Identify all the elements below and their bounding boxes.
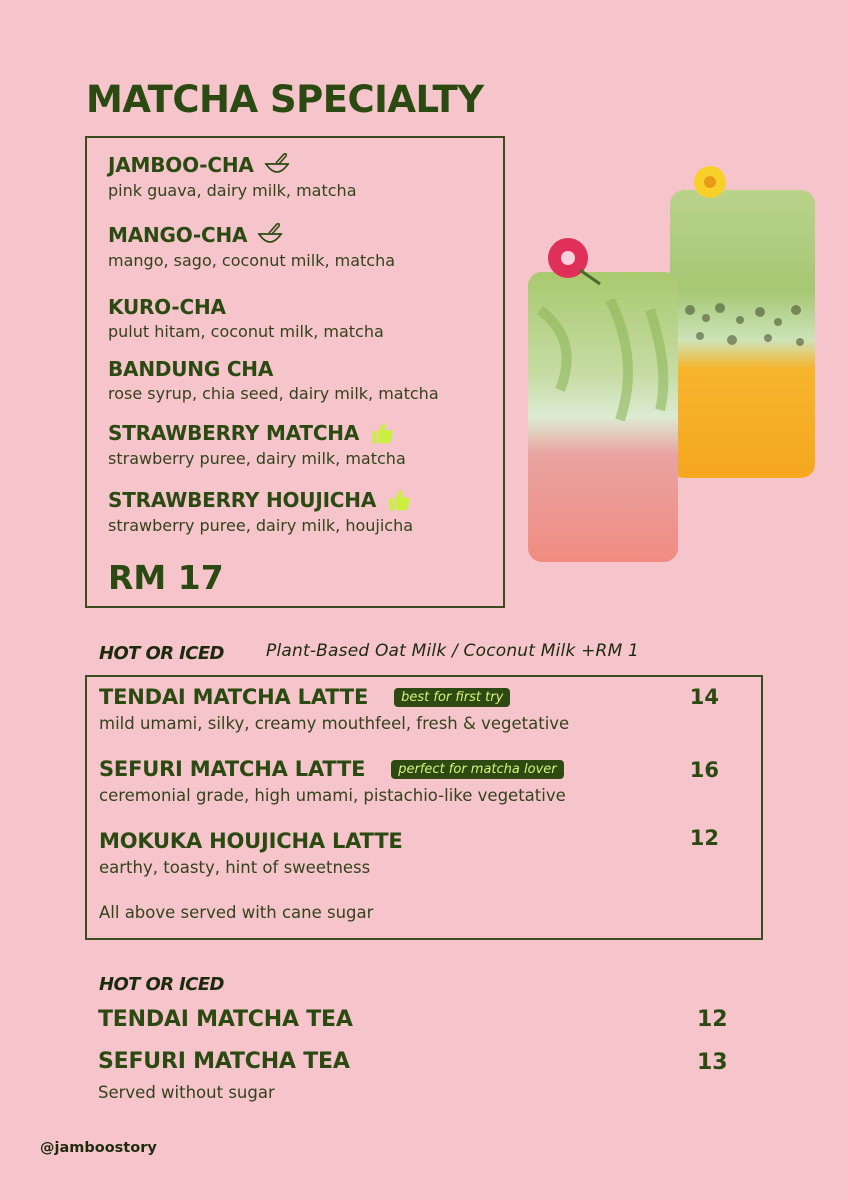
item-name: SEFURI MATCHA LATTE: [99, 757, 366, 781]
item-price: 14: [689, 685, 719, 709]
tea-hot-or-iced-label: HOT OR ICED: [99, 974, 224, 995]
page-title: MATCHA SPECIALTY: [86, 78, 484, 121]
item-price: 12: [697, 1007, 728, 1032]
recommendation-badge: best for first try: [394, 688, 510, 707]
menu-item-strawberry-matcha: [108, 420, 406, 468]
item-description: mild umami, silky, creamy mouthfeel, fresh & vegetative: [99, 714, 570, 733]
specialty-price: RM 17: [108, 558, 224, 597]
social-handle[interactable]: @jamboostory: [40, 1140, 157, 1156]
item-name: JAMBOO-CHA: [108, 153, 254, 177]
item-description: mango, sago, coconut milk, matcha: [108, 251, 396, 270]
item-description: pulut hitam, coconut milk, matcha: [108, 322, 384, 341]
item-description: earthy, toasty, hint of sweetness: [99, 858, 371, 877]
mortar-pestle-icon: [255, 222, 285, 248]
item-name: STRAWBERRY HOUJICHA: [108, 488, 377, 512]
specialty-menu-box: [85, 136, 505, 608]
yellow-flower: [694, 166, 726, 198]
menu-item-kuro-cha: [108, 295, 384, 341]
item-description: strawberry puree, dairy milk, houjicha: [108, 516, 414, 535]
item-description: ceremonial grade, high umami, pistachio-like vegetative: [99, 786, 566, 805]
item-name: KURO-CHA: [108, 295, 226, 319]
back-cup: [670, 190, 815, 478]
latte-hot-or-iced-label: HOT OR ICED: [99, 643, 224, 664]
item-name: MANGO-CHA: [108, 223, 248, 247]
menu-item-sefuri-tea: SEFURI MATCHA TEA: [98, 1049, 350, 1074]
recommendation-badge: perfect for matcha lover: [391, 760, 563, 779]
menu-item-jamboo-cha: [108, 152, 357, 200]
thumbs-up-icon: [384, 487, 414, 513]
menu-item-tendai-latte: [99, 685, 569, 733]
item-price: 13: [697, 1050, 728, 1075]
item-description: pink guava, dairy milk, matcha: [108, 181, 357, 200]
item-price: 16: [689, 758, 719, 782]
tea-sugar-note: Served without sugar: [98, 1083, 275, 1102]
milk-option-note: Plant-Based Oat Milk / Coconut Milk +RM 1: [266, 641, 640, 661]
menu-item-tendai-tea: TENDAI MATCHA TEA: [98, 1007, 353, 1032]
menu-item-bandung-cha: [108, 357, 439, 403]
item-description: rose syrup, chia seed, dairy milk, matcha: [108, 384, 439, 403]
item-name: BANDUNG CHA: [108, 357, 274, 381]
item-name: TENDAI MATCHA LATTE: [99, 685, 369, 709]
menu-item-mokuka-latte: [99, 829, 402, 877]
menu-item-mango-cha: [108, 222, 395, 270]
latte-menu-box: [85, 675, 763, 940]
item-name: STRAWBERRY MATCHA: [108, 421, 360, 445]
thumbs-up-icon: [367, 420, 397, 446]
item-name: MOKUKA HOUJICHA LATTE: [99, 829, 403, 853]
item-price: 12: [689, 826, 719, 850]
sugar-note: All above served with cane sugar: [99, 903, 374, 922]
item-description: strawberry puree, dairy milk, matcha: [108, 449, 406, 468]
drinks-photo: [520, 160, 830, 570]
menu-item-sefuri-latte: [99, 757, 566, 805]
menu-item-strawberry-houjicha: [108, 487, 414, 535]
mortar-pestle-icon: [262, 152, 292, 178]
